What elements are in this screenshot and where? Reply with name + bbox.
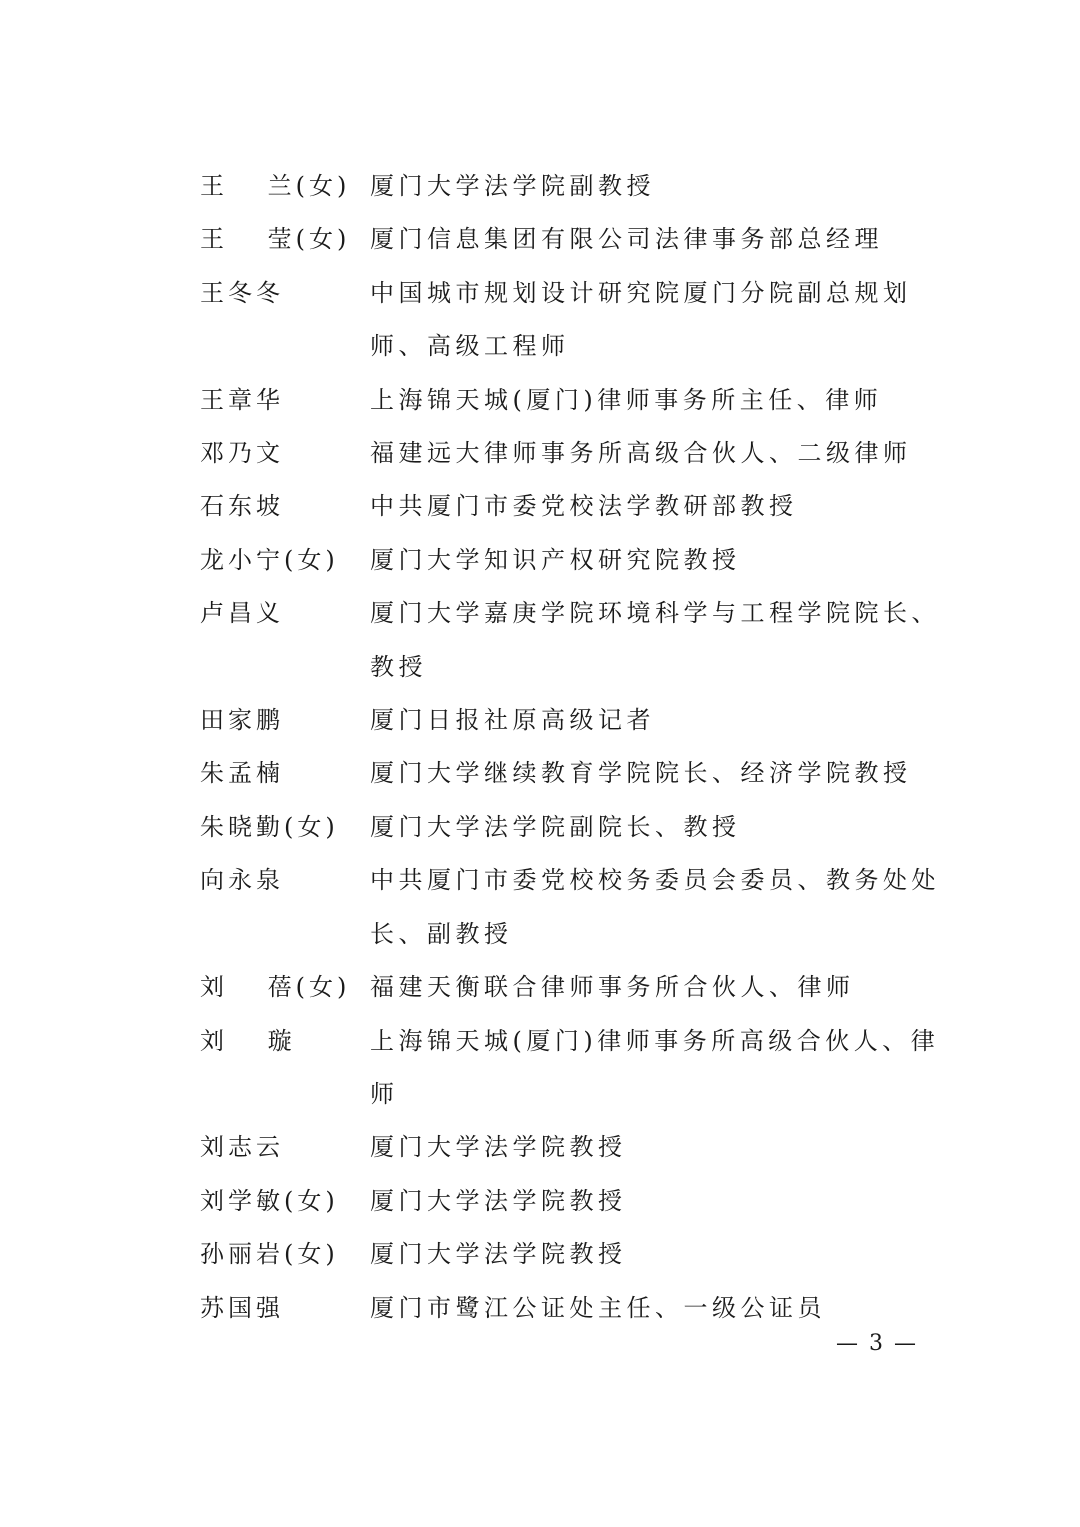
- member-name: 向永泉: [200, 866, 284, 895]
- list-item: [200, 160, 960, 213]
- list-item: [200, 801, 960, 854]
- list-item: [200, 694, 960, 747]
- member-position: 中共厦门市委党校法学教研部教授: [370, 492, 798, 521]
- list-item: [200, 374, 960, 427]
- list-item: [200, 1282, 960, 1335]
- member-position: 厦门大学法学院副院长、教授: [370, 812, 741, 841]
- member-position: 福建远大律师事务所高级合伙人、二级律师: [370, 439, 912, 468]
- list-item: [200, 854, 960, 961]
- member-name: 邓乃文: [200, 439, 284, 468]
- member-name: 王章华: [200, 385, 284, 414]
- member-position: 上海锦天城(厦门)律师事务所高级合伙人、律师: [370, 1026, 940, 1108]
- list-item: [200, 427, 960, 480]
- list-item: [200, 267, 960, 374]
- member-position: 厦门大学法学院副教授: [370, 172, 655, 200]
- member-position: 中国城市规划设计研究院厦门分院副总规划师、高级工程师: [370, 278, 912, 361]
- member-name: 龙小宁(女): [200, 545, 339, 574]
- member-position: 厦门大学法学院教授: [370, 1133, 627, 1162]
- list-item: [200, 213, 960, 266]
- member-name: 王 兰(女): [200, 172, 351, 200]
- member-name: 朱晓勤(女): [200, 812, 339, 841]
- member-position: 上海锦天城(厦门)律师事务所主任、律师: [370, 385, 883, 414]
- list-item: [200, 587, 960, 694]
- list-item: [200, 1121, 960, 1174]
- list-item: [200, 1015, 960, 1122]
- member-position: 厦门日报社原高级记者: [370, 706, 655, 735]
- list-item: [200, 534, 960, 587]
- member-name: 刘 蓓(女): [200, 973, 351, 1002]
- page-number: — 3 —: [836, 1331, 918, 1356]
- member-position: 厦门大学法学院教授: [370, 1186, 627, 1215]
- member-name: 田家鹏: [200, 706, 284, 735]
- member-name: 苏国强: [200, 1293, 284, 1322]
- member-name: 王冬冬: [200, 278, 284, 307]
- member-position: 厦门信息集团有限公司法律事务部总经理: [370, 225, 883, 254]
- member-list: [200, 160, 960, 1335]
- member-name: 朱孟楠: [200, 759, 284, 788]
- member-name: 刘志云: [200, 1133, 284, 1162]
- member-position: 厦门大学继续教育学院院长、经济学院教授: [370, 759, 912, 788]
- member-name: 王 莹(女): [200, 225, 351, 254]
- member-name: 刘 璇: [200, 1026, 296, 1055]
- member-name: 卢昌义: [200, 599, 284, 628]
- member-position: 厦门市鹭江公证处主任、一级公证员: [370, 1293, 826, 1322]
- member-position: 中共厦门市委党校校务委员会委员、教务处处长、副教授: [370, 866, 940, 948]
- member-name: 刘学敏(女): [200, 1186, 339, 1215]
- list-item: [200, 1175, 960, 1228]
- member-position: 厦门大学嘉庚学院环境科学与工程学院院长、教授: [370, 599, 940, 681]
- list-item: [200, 961, 960, 1014]
- member-name: 孙丽岩(女): [200, 1240, 339, 1269]
- member-position: 厦门大学法学院教授: [370, 1240, 627, 1269]
- list-item: [200, 1228, 960, 1281]
- member-position: 福建天衡联合律师事务所合伙人、律师: [370, 973, 855, 1002]
- member-name: 石东坡: [200, 492, 284, 521]
- list-item: [200, 747, 960, 800]
- list-item: [200, 480, 960, 533]
- member-position: 厦门大学知识产权研究院教授: [370, 545, 741, 574]
